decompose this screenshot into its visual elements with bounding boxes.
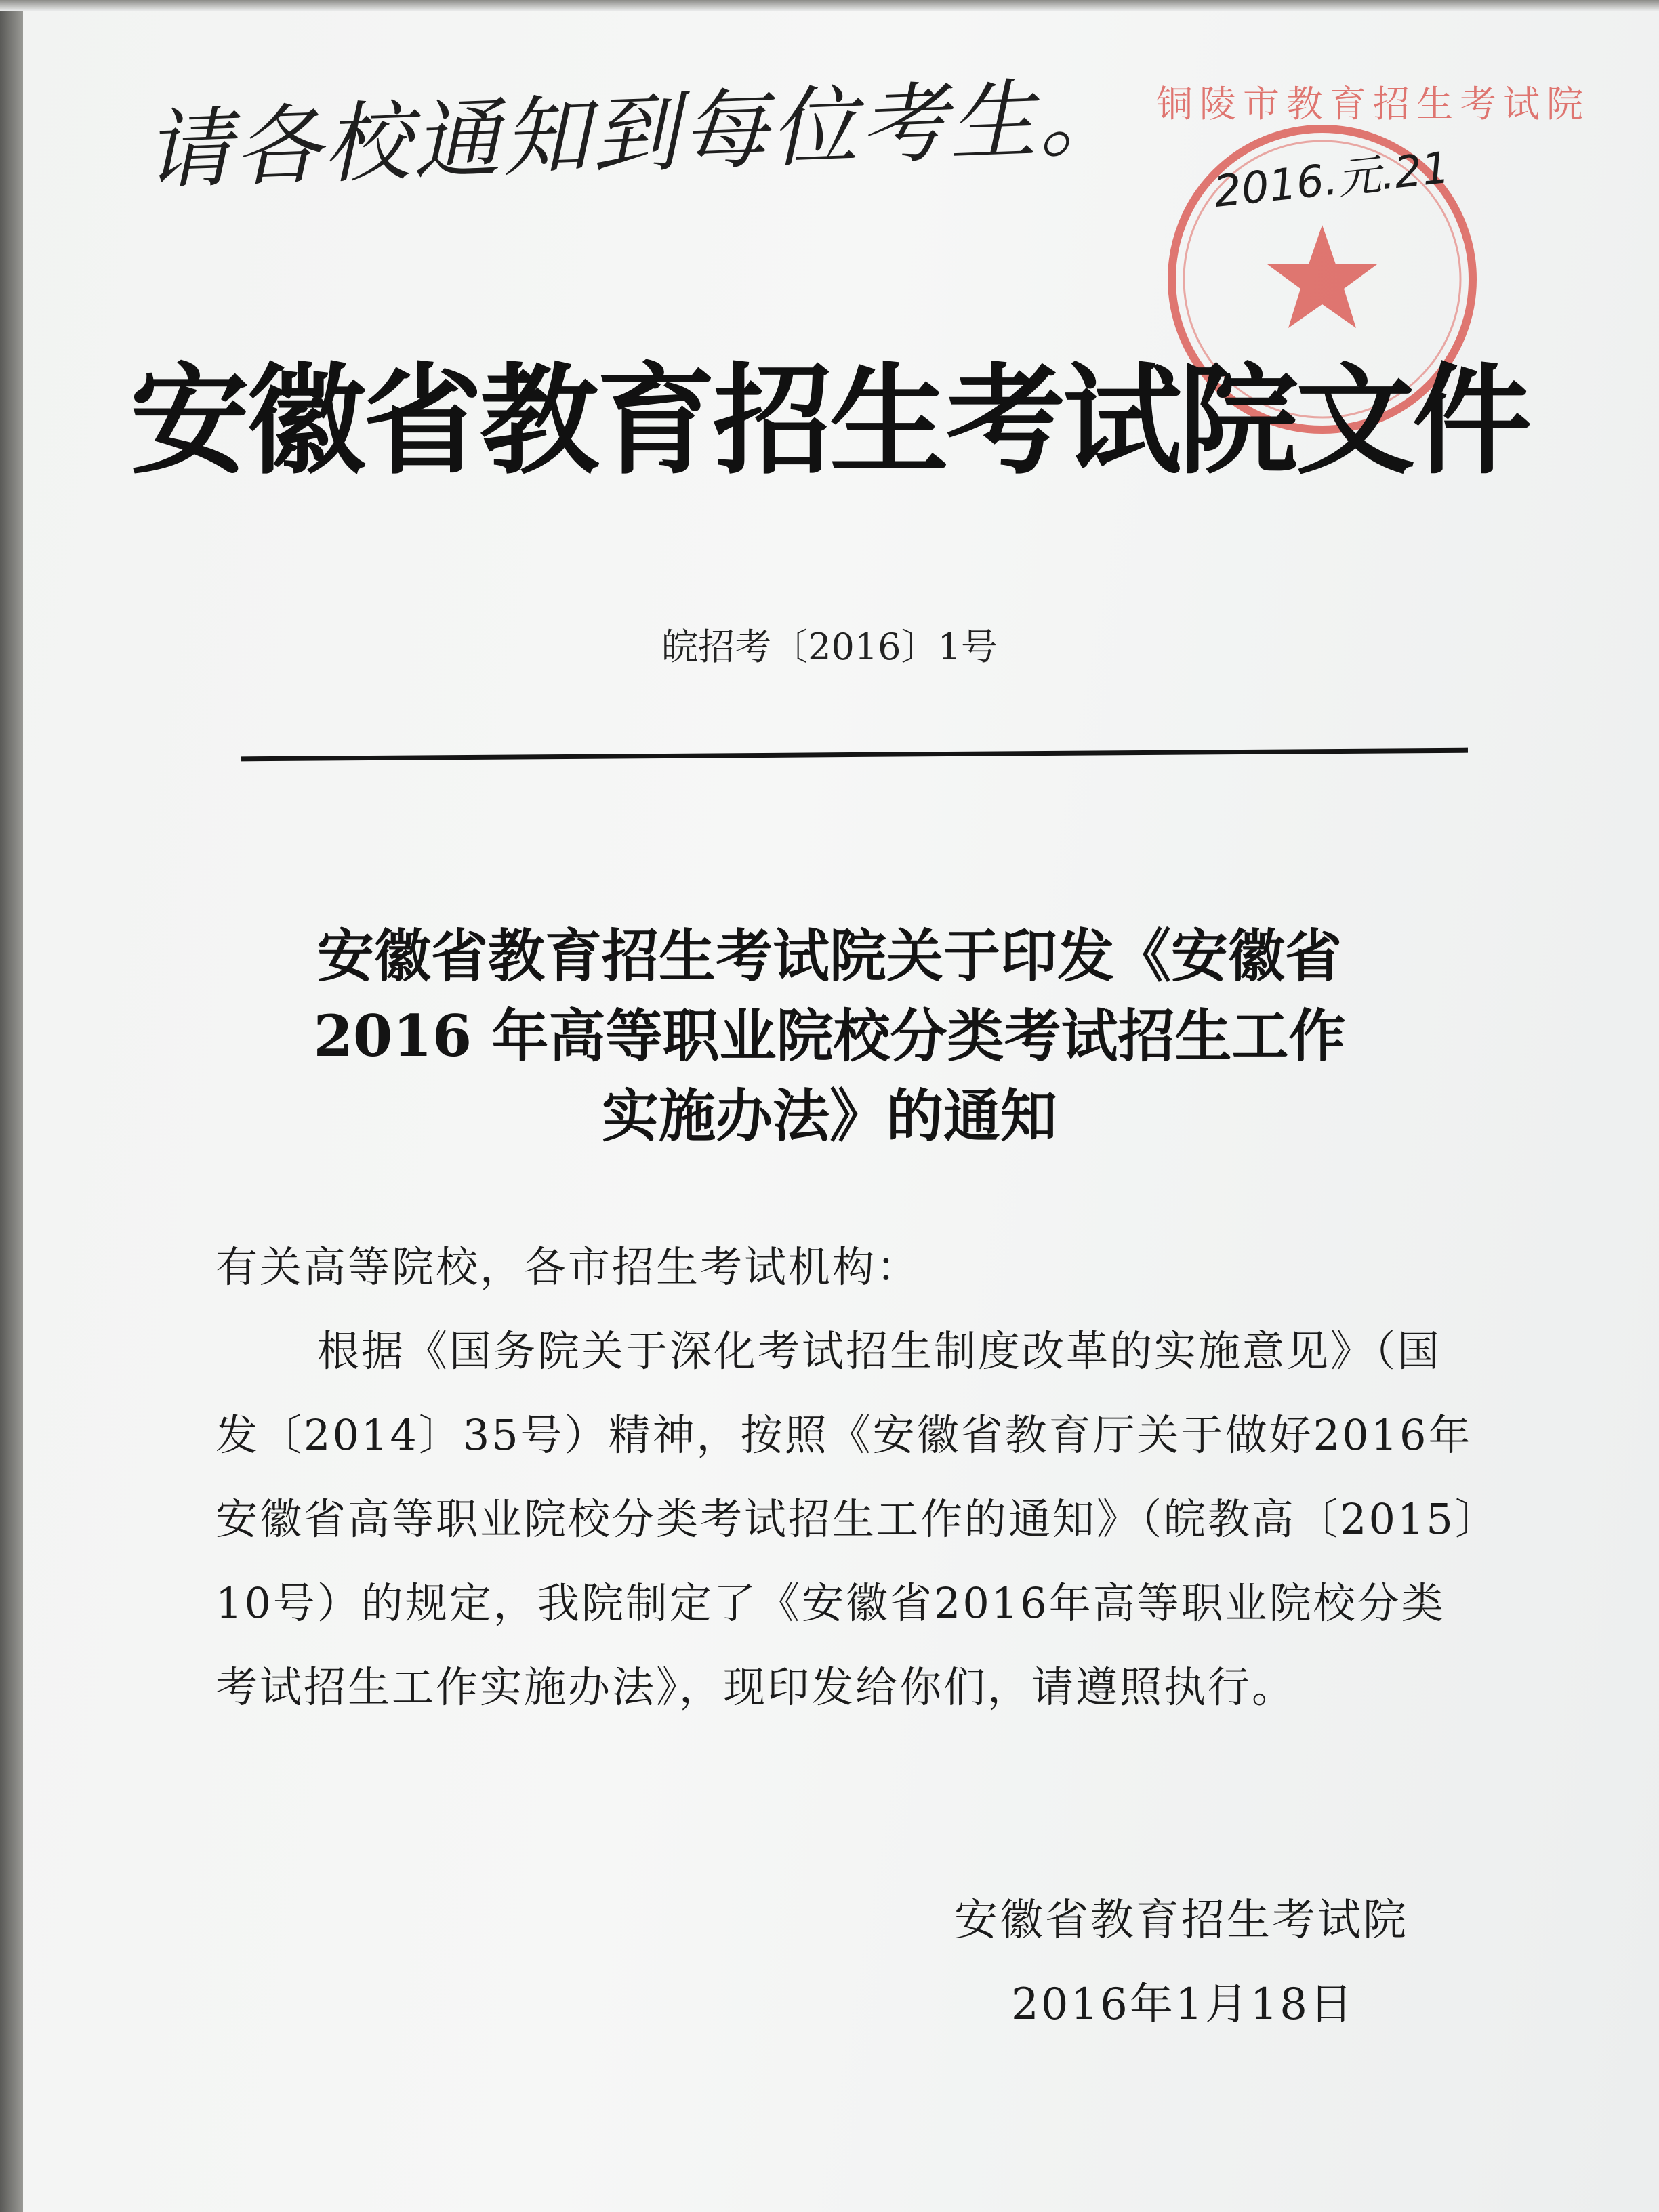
notice-title-line: 安徽省教育招生考试院关于印发《安徽省	[316, 922, 1342, 989]
body-line: 安徽省高等职业院校分类考试招生工作的通知》（皖教高〔2015〕	[216, 1494, 1499, 1544]
page-top-shadow	[0, 0, 1659, 11]
body-line: 根据《国务院关于深化考试招生制度改革的实施意见》（国	[317, 1326, 1442, 1376]
document-number: 皖招考〔2016〕1号	[661, 626, 998, 668]
signature-date: 2016年1月18日	[1011, 1980, 1355, 2030]
header-divider	[241, 748, 1468, 762]
body-line: 发〔2014〕35号）精神，按照《安徽省教育厅关于做好2016年	[216, 1410, 1473, 1460]
seal-star-icon	[1267, 225, 1377, 328]
document-header-title: 安徽省教育招生考试院文件	[129, 352, 1529, 491]
signature-block	[954, 1879, 1408, 2047]
body-line: 10号）的规定，我院制定了《安徽省2016年高等职业院校分类	[216, 1578, 1446, 1628]
body-line: 考试招生工作实施办法》，现印发给你们，请遵照执行。	[216, 1662, 1296, 1712]
seal-text: 铜陵市教育招生考试院	[1156, 83, 1590, 125]
notice-title-line: 2016 年高等职业院校分类考试招生工作	[313, 1002, 1346, 1069]
notice-body	[216, 1225, 1598, 1729]
salutation: 有关高等院校，各市招生考试机构：	[216, 1242, 921, 1292]
signature-organization: 安徽省教育招生考试院	[954, 1896, 1408, 1946]
notice-title	[0, 916, 1659, 1156]
notice-title-line: 实施办法》的通知	[601, 1082, 1057, 1149]
handwritten-note: 请各校通知到每位考生。	[143, 66, 1130, 202]
handwritten-date: 2016.元.21	[1211, 142, 1452, 218]
